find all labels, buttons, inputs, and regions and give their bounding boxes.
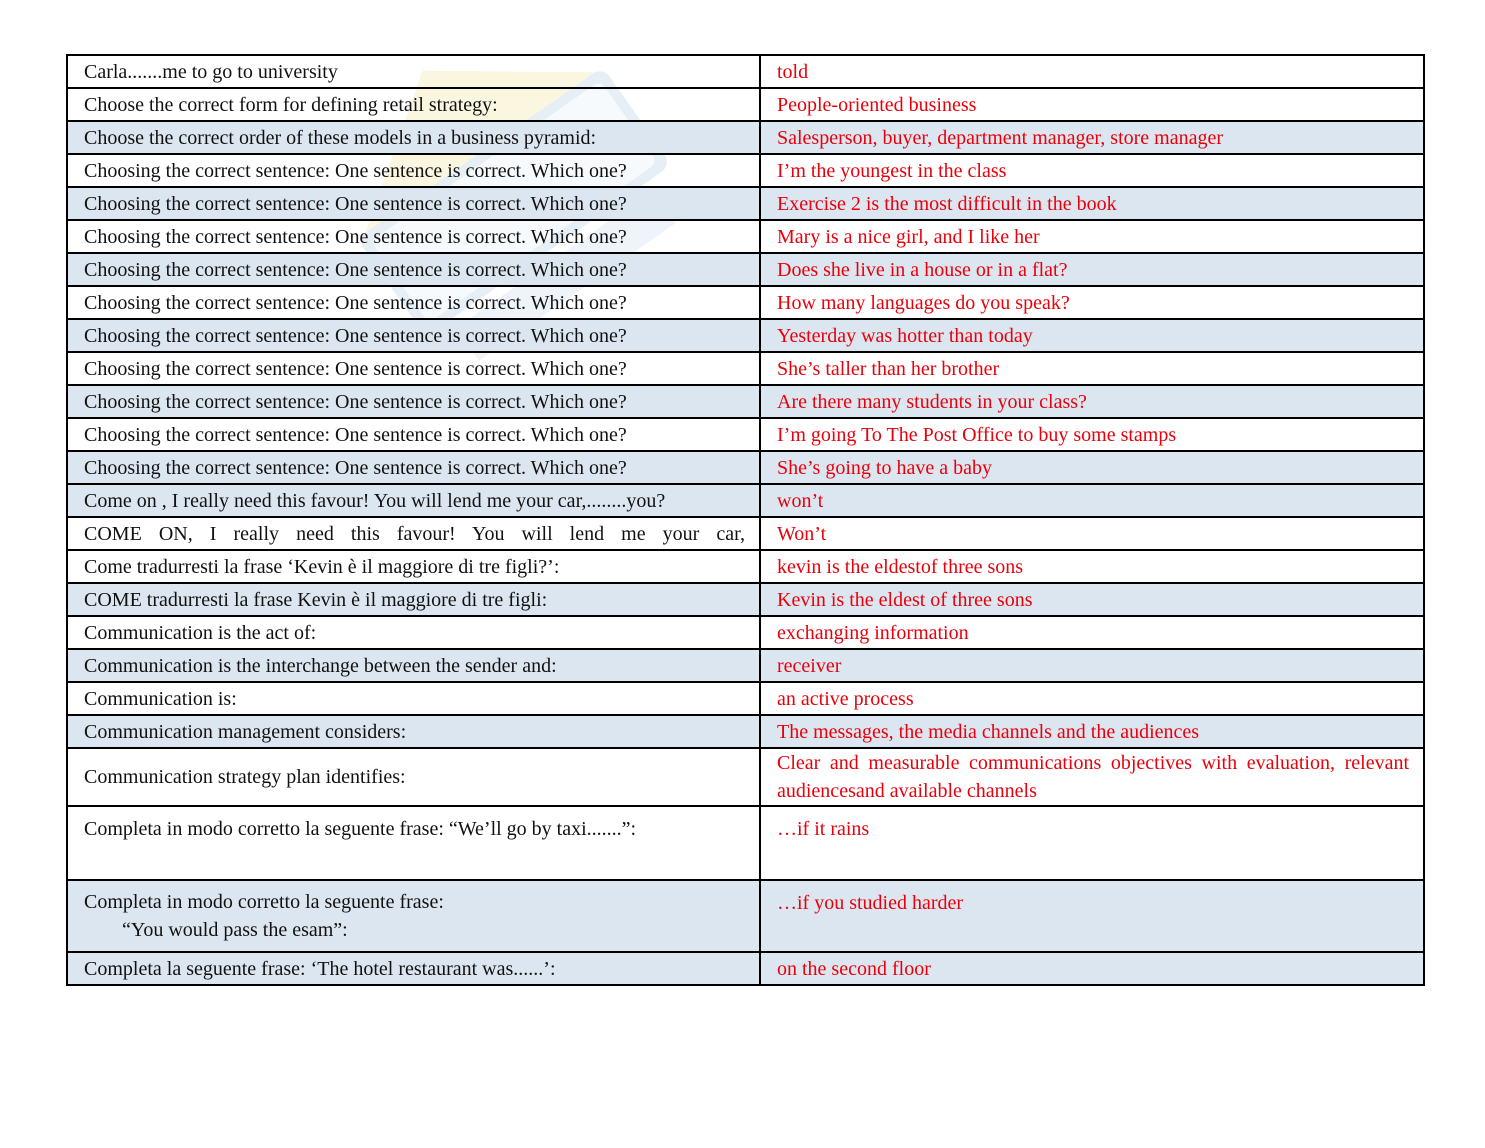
question-quote: “You would pass the esam”: [122,919,348,941]
question-line: Completa in modo corretto la seguente frase: [84,891,444,913]
answer-cell: told [760,55,1424,88]
question-cell: Choosing the correct sentence: One sentence is correct. Which one? [67,352,760,385]
answer-cell: exchanging information [760,616,1424,649]
answer-cell: Yesterday was hotter than today [760,319,1424,352]
question-cell: Choosing the correct sentence: One sentence is correct. Which one? [67,385,760,418]
answer-cell: Salesperson, buyer, department manager, store manager [760,121,1424,154]
answer-cell: Clear and measurable communications objectives with evaluation, relevant audiencesand available channels [760,748,1424,806]
table-row [67,748,1424,806]
answer-cell: I’m going To The Post Office to buy some stamps [760,418,1424,451]
question-cell: Choosing the correct sentence: One sentence is correct. Which one? [67,451,760,484]
answer-cell: The messages, the media channels and the audiences [760,715,1424,748]
answer-cell: an active process [760,682,1424,715]
question-cell: Communication is the interchange between the sender and: [67,649,760,682]
table-row [67,55,1424,88]
answer-cell: Does she live in a house or in a flat? [760,253,1424,286]
table-row [67,121,1424,154]
answer-cell: on the second floor [760,952,1424,985]
table-row [67,286,1424,319]
answer-cell: She’s taller than her brother [760,352,1424,385]
question-cell: Completa in modo corretto la seguente frase: “We’ll go by taxi.......”: [67,806,760,880]
question-cell: Come on , I really need this favour! You will lend me your car,........you? [67,484,760,517]
answer-cell: People-oriented business [760,88,1424,121]
answer-cell: Won’t [760,517,1424,550]
table-row [67,550,1424,583]
answer-cell: Mary is a nice girl, and I like her [760,220,1424,253]
answer-cell: kevin is the eldestof three sons [760,550,1424,583]
answer-cell: She’s going to have a baby [760,451,1424,484]
question-cell: Choose the correct form for defining retail strategy: [67,88,760,121]
table-row [67,220,1424,253]
answer-cell: Are there many students in your class? [760,385,1424,418]
question-cell [67,880,760,952]
table-row [67,484,1424,517]
question-cell: Come tradurresti la frase ‘Kevin è il maggiore di tre figli?’: [67,550,760,583]
answer-cell: …if you studied harder [760,880,1424,952]
table-row [67,880,1424,952]
question-cell: Choosing the correct sentence: One sentence is correct. Which one? [67,286,760,319]
question-cell: Communication management considers: [67,715,760,748]
table-row [67,253,1424,286]
question-cell: Carla.......me to go to university [67,55,760,88]
answer-cell: How many languages do you speak? [760,286,1424,319]
table-row [67,649,1424,682]
question-cell: Completa la seguente frase: ‘The hotel restaurant was......’: [67,952,760,985]
table-row [67,385,1424,418]
question-cell: Communication is: [67,682,760,715]
question-cell: Choosing the correct sentence: One sentence is correct. Which one? [67,418,760,451]
question-cell: Choosing the correct sentence: One sentence is correct. Which one? [67,253,760,286]
table-row [67,715,1424,748]
question-cell: Choose the correct order of these models in a business pyramid: [67,121,760,154]
table-row [67,154,1424,187]
question-cell: Choosing the correct sentence: One sentence is correct. Which one? [67,220,760,253]
table-row [67,451,1424,484]
table-row [67,352,1424,385]
question-cell: Choosing the correct sentence: One sentence is correct. Which one? [67,187,760,220]
question-cell: Choosing the correct sentence: One sentence is correct. Which one? [67,319,760,352]
qa-table [66,54,1425,986]
question-cell: Communication strategy plan identifies: [67,748,760,806]
table-row [67,88,1424,121]
question-cell: COME ON, I really need this favour! You will lend me your car, [67,517,760,550]
answer-cell: I’m the youngest in the class [760,154,1424,187]
answer-cell: …if it rains [760,806,1424,880]
table-row [67,319,1424,352]
table-row [67,616,1424,649]
table-row [67,418,1424,451]
table-row [67,517,1424,550]
table-row [67,583,1424,616]
table-row [67,806,1424,880]
answer-cell: receiver [760,649,1424,682]
question-cell: Choosing the correct sentence: One sentence is correct. Which one? [67,154,760,187]
table-row [67,187,1424,220]
table-row [67,682,1424,715]
table-row [67,952,1424,985]
answer-cell: Exercise 2 is the most difficult in the book [760,187,1424,220]
answer-cell: Kevin is the eldest of three sons [760,583,1424,616]
answer-cell: won’t [760,484,1424,517]
question-cell: Communication is the act of: [67,616,760,649]
question-cell: COME tradurresti la frase Kevin è il maggiore di tre figli: [67,583,760,616]
